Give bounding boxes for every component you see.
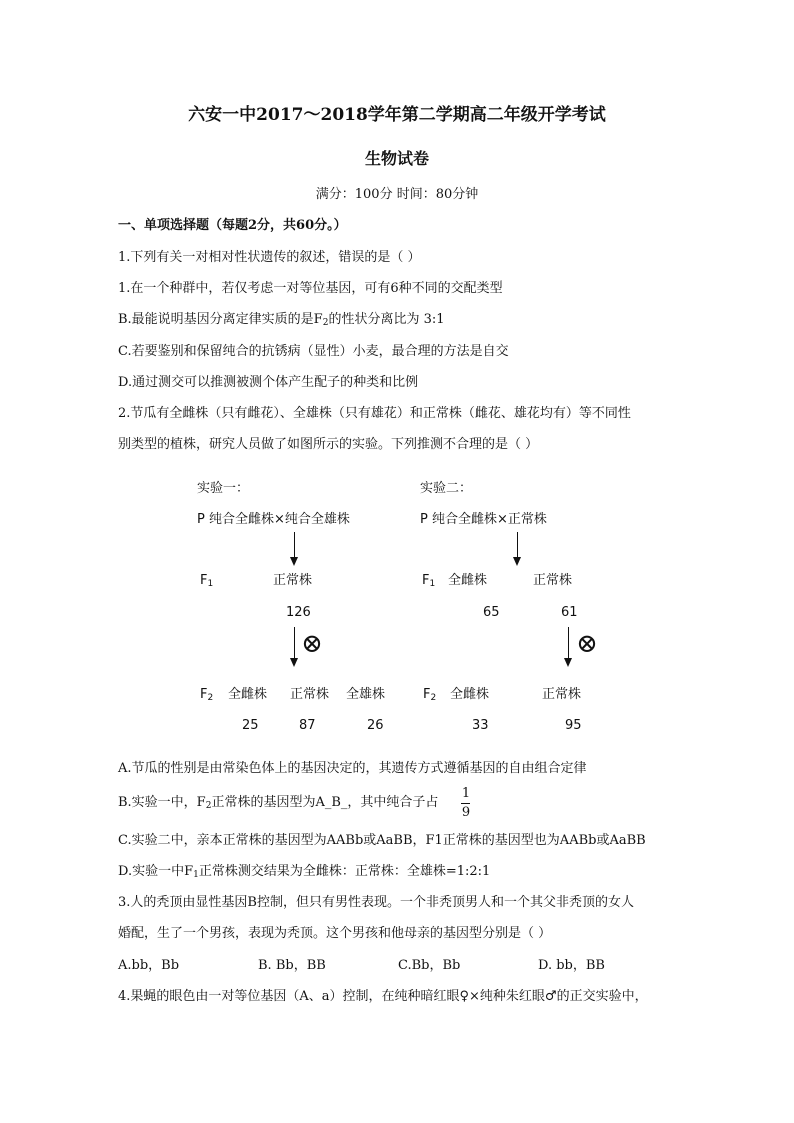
exp1-f2-type-3: 全雄株: [346, 687, 386, 702]
exp1-f1-label: $F_1$: [200, 573, 214, 589]
exp1-f2-label: $F_2$: [200, 687, 214, 703]
exp1-f1-type: 正常株: [273, 573, 313, 588]
exp1-label: 实验一：: [197, 481, 250, 496]
exp1-f2-count-2: 87: [299, 718, 316, 733]
exp2-f1-count-2: 61: [561, 605, 578, 620]
exp1-selfing-icon: ⊗: [301, 629, 323, 659]
exp2-f1-type-1: 全雌株: [448, 573, 488, 588]
question-4-stem-line-1: 4.果蝇的眼色由一对等位基因（A、a）控制，在纯种暗红眼♀×纯种朱红眼♂的正交实验中，: [118, 989, 648, 1004]
question-1-option-c: C.若要鉴别和保留纯合的抗锈病（显性）小麦，最合理的方法是自交: [118, 344, 509, 359]
exp2-selfing-icon: ⊗: [576, 629, 598, 659]
exp1-f2-type-2: 正常株: [290, 687, 330, 702]
exp2-f2-type-2: 正常株: [542, 687, 582, 702]
question-2-option-b: B.实验一中，$F_2$正常株的基因型为A_B_，其中纯合子占: [118, 795, 439, 811]
question-1-option-b: B.最能说明基因分离定律实质的是$F_2$的性状分离比为 3:1: [118, 312, 445, 328]
question-3-option-a: A.bb，Bb: [118, 958, 180, 973]
exp2-f2-count-1: 33: [472, 718, 489, 733]
exp1-f1-count: 126: [286, 605, 311, 620]
exp1-arrow-down: [294, 532, 295, 558]
exam-subject: 生物试卷: [364, 149, 429, 168]
question-1-stem: 1.下列有关一对相对性状遗传的叙述，错误的是（ ）: [118, 250, 421, 265]
question-2-option-d: D.实验一中$F_1$正常株测交结果为全雌株：正常株：全雄株=1:2:1: [118, 864, 491, 880]
exp2-f2-label: $F_2$: [423, 687, 437, 703]
exam-meta: 满分：100分 时间：80分钟: [315, 187, 479, 202]
exp2-f2-type-1: 全雌株: [450, 687, 490, 702]
exp2-arrow-down: [517, 532, 518, 558]
exp2-arrow-head: [513, 557, 521, 566]
exp1-self-arrow-head: [290, 658, 298, 667]
exp2-f1-count-1: 65: [483, 605, 500, 620]
exp1-f2-count-1: 25: [242, 718, 259, 733]
question-3-option-b: B. Bb，BB: [258, 958, 326, 973]
exam-title: 六安一中2017～2018学年第二学期高二年级开学考试: [188, 105, 606, 125]
exp2-label: 实验二：: [420, 481, 473, 496]
fraction-denominator: 9: [461, 805, 471, 820]
exp1-f2-count-3: 26: [367, 718, 384, 733]
exp2-f1-label: $F_1$: [422, 573, 436, 589]
question-3-option-c: C.Bb，Bb: [398, 958, 461, 973]
fraction-numerator: 1: [461, 786, 471, 801]
exp2-parents: P 纯合全雌株×正常株: [420, 512, 547, 527]
exp1-self-arrow: [294, 627, 295, 659]
exp1-arrow-head: [290, 557, 298, 566]
question-3-stem-line-1: 3.人的秃顶由显性基因B控制，但只有男性表现。一个非秃顶男人和一个其父非秃顶的女人: [118, 895, 634, 910]
question-2-option-a: A.节瓜的性别是由常染色体上的基因决定的，其遗传方式遵循基因的自由组合定律: [118, 761, 587, 776]
exp1-f2-type-1: 全雌株: [228, 687, 268, 702]
exp1-parents: P 纯合全雌株×纯合全雄株: [197, 512, 350, 527]
question-3-stem-line-2: 婚配，生了一个男孩，表现为秃顶。这个男孩和他母亲的基因型分别是（ ）: [118, 926, 552, 941]
question-1-option-a: 1.在一个种群中，若仅考虑一对等位基因，可有6种不同的交配类型: [118, 281, 503, 296]
fraction-bar: [461, 803, 470, 804]
question-2-stem-line-2: 别类型的植株，研究人员做了如图所示的实验。下列推测不合理的是（ ）: [118, 437, 539, 452]
section-heading: 一、单项选择题（每题2分，共60分。）: [118, 218, 347, 233]
exp2-self-arrow-head: [564, 658, 572, 667]
question-2-stem-line-1: 2.节瓜有全雌株（只有雌花）、全雄株（只有雄花）和正常株（雌花、雄花均有）等不同性: [118, 406, 631, 421]
question-1-option-d: D.通过测交可以推测被测个体产生配子的种类和比例: [118, 375, 419, 390]
exp2-f1-type-2: 正常株: [533, 573, 573, 588]
question-2-option-c: C.实验二中，亲本正常株的基因型为AABb或AaBB，F1正常株的基因型也为AABb或AaBB: [118, 833, 646, 848]
exp2-self-arrow: [568, 627, 569, 659]
exp2-f2-count-2: 95: [565, 718, 582, 733]
question-3-option-d: D. bb，BB: [538, 958, 605, 973]
